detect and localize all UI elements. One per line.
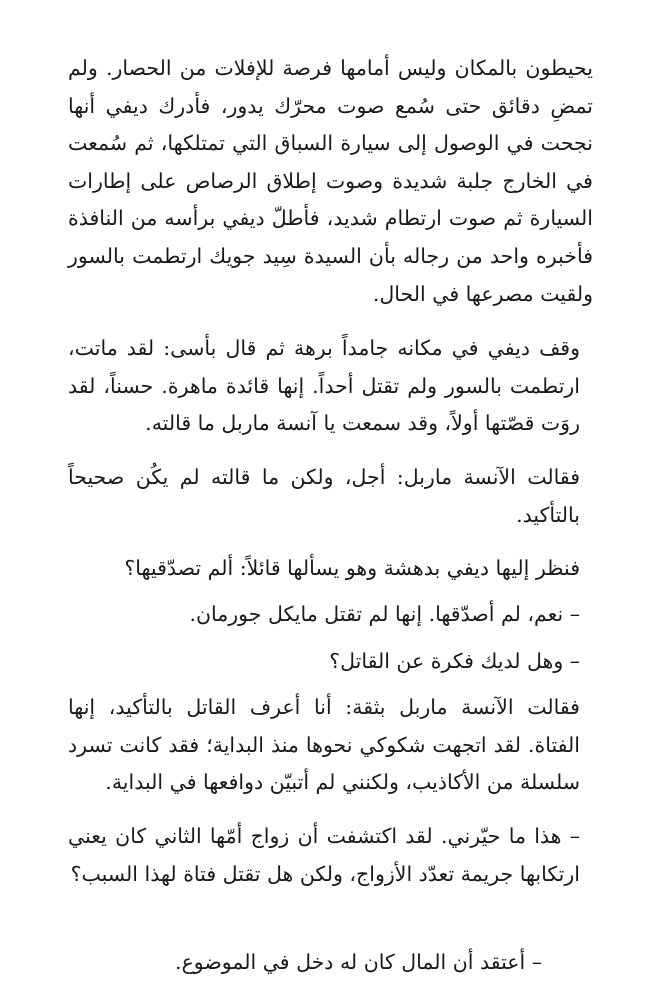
paragraph-bigamy-discovery: – هذا ما حيّرني. لقد اكتشفت أن زواج أمّها الثاني كان يعني ارتكابها جريمة تعدّد الأزواج، ولكن هل تقتل فتاة لهذا السبب؟ (68, 824, 580, 886)
paragraph-davy-question: فنظر إليها ديفي بدهشة وهو يسألها قائلاً: ألم تصدّقيها؟ (124, 556, 580, 580)
paragraph-davy-reaction: وقف ديفي في مكانه جامداً برهة ثم قال بأسى: لقد ماتت، ارتطمت بالسور ولم تقتل أحداً. إنها قائدة ماهرة. حسناً، لقد روَت قصّتها أولاً، وقد سمعت يا آنسة ماربل ما قالته. (68, 336, 580, 436)
paragraph-money-motive: – أعتقد أن المال كان له دخل في الموضوع. (175, 950, 542, 974)
paragraph-dialogue-no: – نعم، لم أصدّقها. إنها لم تقتل مايكل جورمان. (189, 602, 580, 626)
paragraph-marple-reply: فقالت الآنسة ماربل: أجل، ولكن ما قالته لم يكُن صحيحاً بالتأكيد. (68, 465, 580, 527)
paragraph-marple-certainty: فقالت الآنسة ماربل بثقة: أنا أعرف القاتل بالتأكيد، إنها الفتاة. لقد اتجهت شكوكي نحوها منذ البداية؛ فقد كانت تسرد سلسلة من الأكاذيب، ولكنني لم أتبيّن دوافعها في البداية. (68, 695, 580, 795)
paragraph-chase-ending: يحيطون بالمكان وليس أمامها فرصة للإفلات من الحصار. ولم تمضِ دقائق حتى سُمع صوت محرّك يدور، فأدرك ديفي أنها نجحت في الوصول إلى سيارة السباق التي تمتلكها، ثم سُمعت في الخارج جلبة شديدة وصوت إطلاق الرصاص على إطارات السيارة ثم صوت ارتطام شديد، فأطلّ ديفي برأسه من النافذة فأخبره واحد من رجاله بأن السيدة سِيد جويك ارتطمت بالسور ولقيت مصرعها في الحال. (68, 56, 593, 306)
paragraph-dialogue-killer-question: – وهل لديك فكرة عن القاتل؟ (329, 649, 580, 673)
